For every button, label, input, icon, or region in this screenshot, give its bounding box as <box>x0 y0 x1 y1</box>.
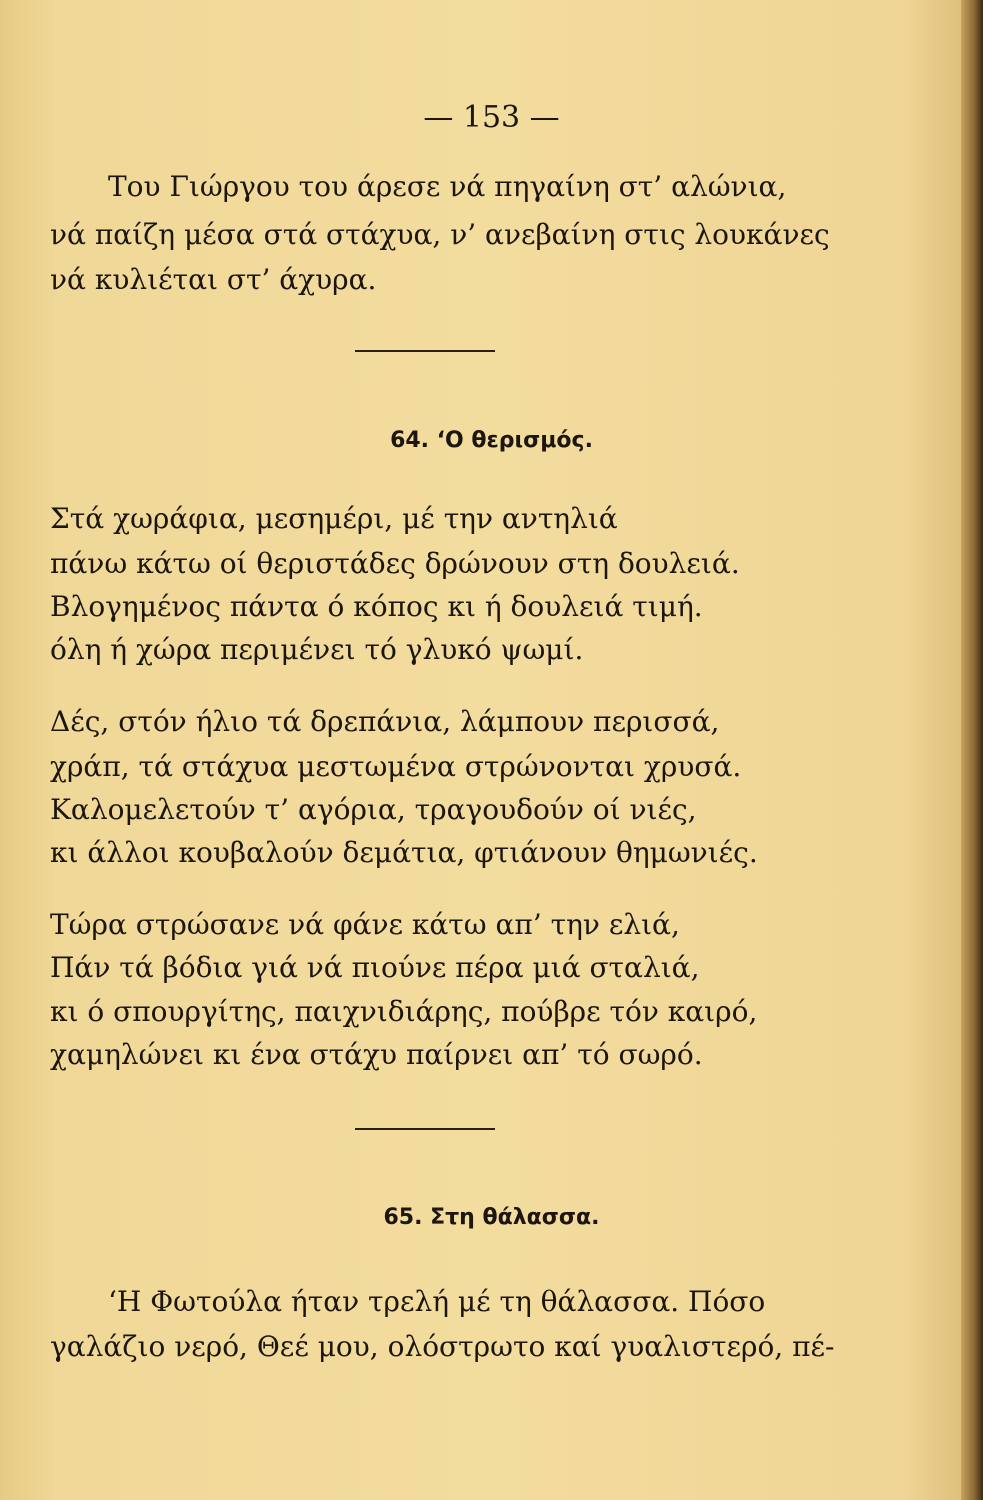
poem-line: κι άλλοι κουβαλούν δεμάτια, φτιάνουν θημωνιές. <box>50 836 758 869</box>
page-number: — 153 — <box>423 100 560 135</box>
prose-line: ‘Η Φωτούλα ήταν τρελή μέ τη θάλασσα. Πόσο <box>108 1285 766 1318</box>
poem-line: χράπ, τά στάχυα μεστωμένα στρώνονται χρυσά. <box>50 750 742 783</box>
poem-line: Βλογημένος πάντα ό κόπος κι ή δουλειά τιμή. <box>50 590 703 623</box>
section-heading: 64. ‘Ο θερισμός. <box>390 428 593 453</box>
poem-line: Δές, στόν ήλιο τά δρεπάνια, λάμπουν περισσά, <box>50 705 720 738</box>
prose-line: γαλάζιο νερό, Θεέ μου, ολόστρωτο καί γυαλιστερό, πέ- <box>50 1330 835 1363</box>
poem-line: πάνω κάτω οί θεριστάδες δρώνουν στη δουλειά. <box>50 547 740 580</box>
intro-line: νά κυλιέται στ’ άχυρα. <box>50 263 377 296</box>
section-divider <box>355 350 495 352</box>
page-edge <box>961 0 983 1500</box>
poem-line: χαμηλώνει κι ένα στάχυ παίρνει απ’ τό σωρό. <box>50 1038 703 1071</box>
intro-line: Του Γιώργου του άρεσε νά πηγαίνη στ’ αλώνια, <box>108 170 787 203</box>
poem-line: Τώρα στρώσανε νά φάνε κάτω απ’ την ελιά, <box>50 908 680 941</box>
section-divider <box>355 1128 495 1130</box>
poem-line: Πάν τά βόδια γιά νά πιούνε πέρα μιά σταλιά, <box>50 951 700 984</box>
poem-line: κι ό σπουργίτης, παιχνιδιάρης, πούβρε τόν καιρό, <box>50 995 758 1028</box>
poem-line: Στά χωράφια, μεσημέρι, μέ την αντηλιά <box>50 502 618 535</box>
section-heading: 65. Στη θάλασσα. <box>383 1205 600 1230</box>
poem-line: Καλομελετούν τ’ αγόρια, τραγουδούν οί νιές, <box>50 793 697 826</box>
intro-line: νά παίζη μέσα στά στάχυα, ν’ ανεβαίνη στις λουκάνες <box>50 218 830 251</box>
poem-line: όλη ή χώρα περιμένει τό γλυκό ψωμί. <box>50 633 584 666</box>
